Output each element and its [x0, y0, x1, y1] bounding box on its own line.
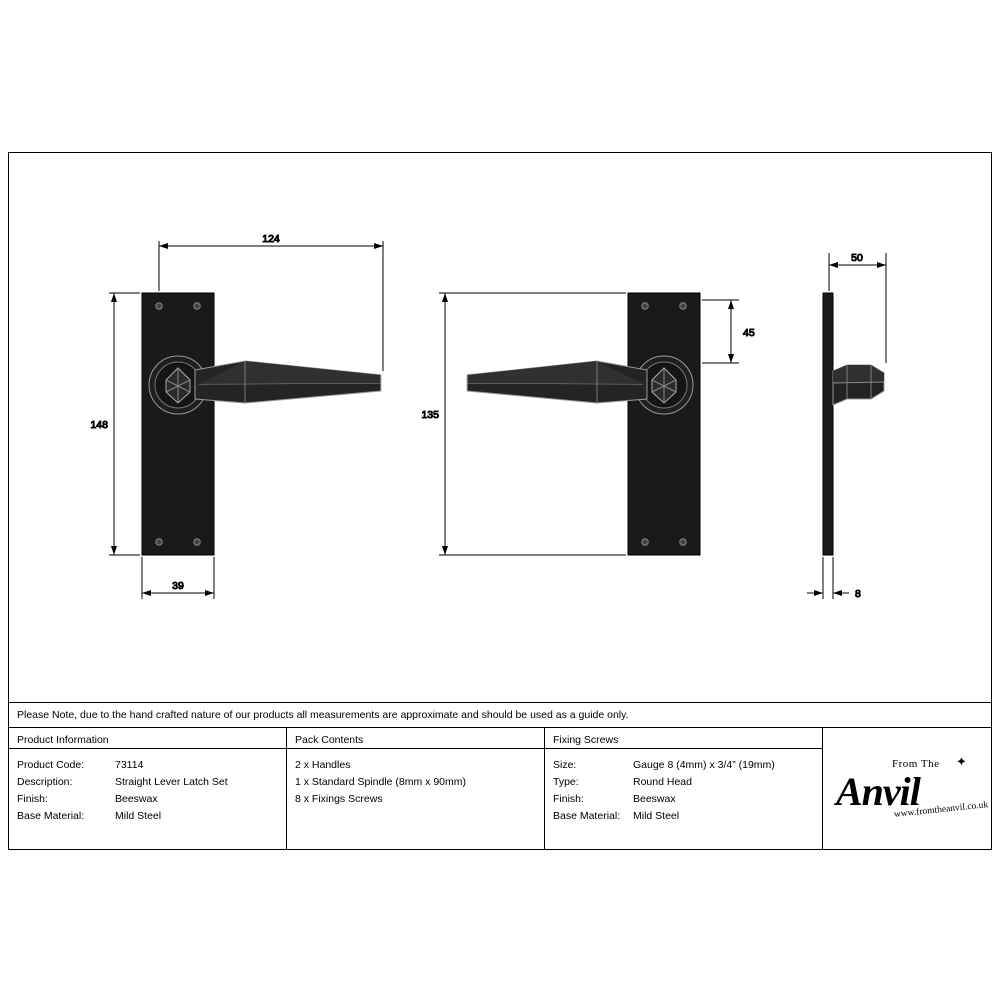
dim-plate-thickness: 8: [855, 588, 861, 600]
pack-contents-item: 1 x Standard Spindle (8mm x 90mm): [295, 776, 466, 788]
base-material-label: Base Material:: [17, 810, 85, 822]
information-row: [9, 728, 991, 849]
description-value: Straight Lever Latch Set: [115, 776, 228, 788]
logo-brand-text: Anvil: [836, 768, 920, 814]
brand-logo-cell: [823, 728, 991, 849]
product-code-row: [17, 757, 286, 774]
logo-from-the-text: From The: [892, 757, 940, 770]
dim-front-height: 148: [90, 419, 108, 431]
description-label: Description:: [17, 776, 73, 788]
pack-contents-header: Pack Contents: [287, 728, 544, 749]
dim-front-width: 124: [262, 233, 280, 245]
product-information-header: Product Information: [9, 728, 286, 749]
screw-base-material-row: [553, 808, 822, 825]
screw-type-value: Round Head: [633, 776, 692, 788]
base-material-value: Mild Steel: [115, 810, 162, 822]
finish-row: [17, 791, 286, 808]
screw-finish-value: Beeswax: [633, 793, 676, 805]
base-material-row: [17, 808, 286, 825]
pack-contents-item: 2 x Handles: [295, 759, 351, 771]
dim-backplate-width: 39: [172, 580, 184, 592]
screw-base-material-value: Mild Steel: [633, 810, 680, 822]
logo-website-url: www.fromtheanvil.co.uk: [893, 799, 989, 820]
measurement-note: [9, 702, 991, 728]
screw-finish-label: Finish:: [553, 793, 584, 805]
dim-projection: 50: [851, 252, 863, 264]
star-icon: ✦: [956, 753, 967, 769]
pack-contents-item: 8 x Fixings Screws: [295, 793, 383, 805]
fixing-screws-column: [545, 728, 823, 849]
product-code-label: Product Code:: [17, 759, 85, 771]
technical-drawing-sheet: [8, 152, 992, 850]
fixing-screws-header: Fixing Screws: [545, 728, 822, 749]
pack-contents-column: [287, 728, 545, 849]
drawing-area: [9, 153, 991, 702]
screw-size-value: Gauge 8 (4mm) x 3/4” (19mm): [633, 759, 775, 771]
screw-size-row: [553, 757, 822, 774]
screw-type-row: [553, 774, 822, 791]
dim-lever-offset: 45: [743, 327, 755, 339]
screw-base-material-label: Base Material:: [553, 810, 621, 822]
product-drawing-svg: [9, 153, 991, 702]
screw-type-label: Type:: [553, 776, 579, 788]
screw-finish-row: [553, 791, 822, 808]
product-code-value: 73114: [115, 759, 144, 771]
dim-side-lever-length: 135: [421, 409, 439, 421]
product-information-column: [9, 728, 287, 849]
measurement-note-text: Please Note, due to the hand crafted nature of our products all measurements are approximate and should be used as a guide only.: [17, 709, 629, 721]
screw-size-label: Size:: [553, 759, 577, 771]
description-row: [17, 774, 286, 791]
finish-label: Finish:: [17, 793, 48, 805]
finish-value: Beeswax: [115, 793, 158, 805]
